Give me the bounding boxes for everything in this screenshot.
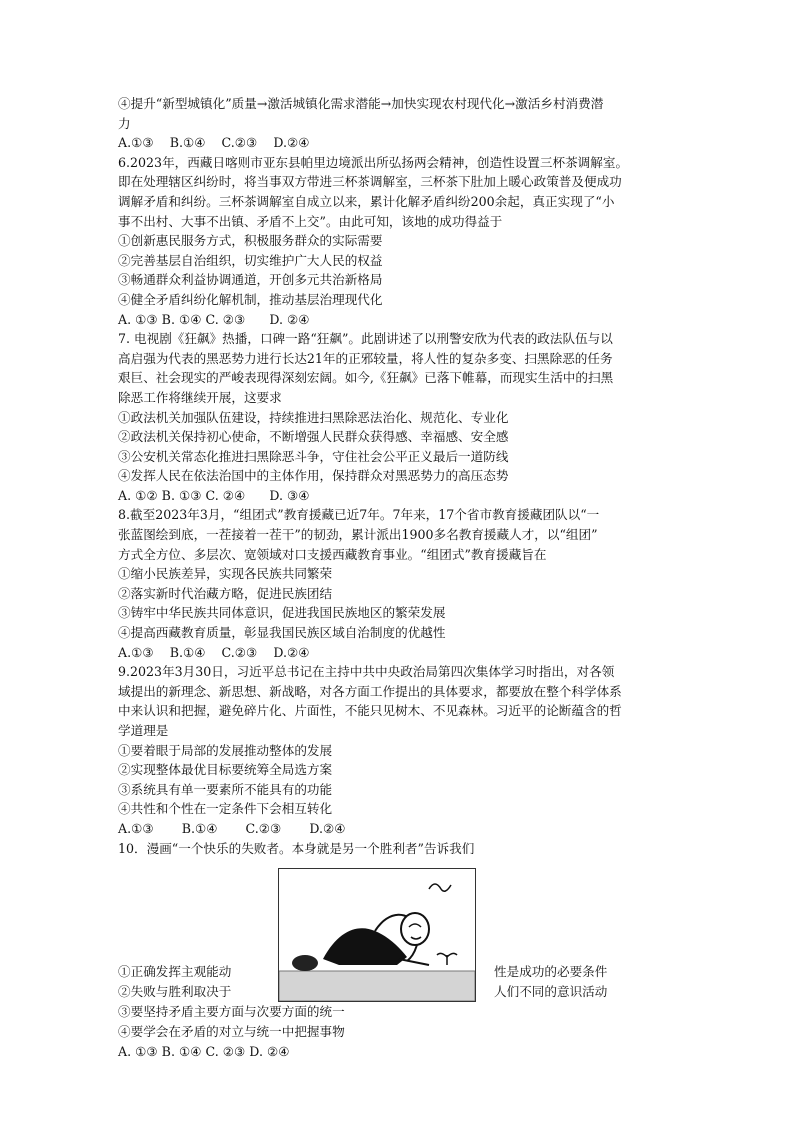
q6-stem-line: 调解矛盾和纠纷。三杯茶调解室自成立以来，累计化解矛盾纠纷200余起，真正实现了“小 — [118, 193, 615, 209]
q6-choices: A. ①③ B. ①④ C. ②③ D. ②④ — [118, 311, 310, 327]
q10-option-1-right: 性是成功的必要条件 — [494, 964, 608, 980]
q8-stem-line: 方式全方位、多层次、宽领域对口支援西藏教育事业。“组团式”教育援藏旨在 — [118, 546, 547, 562]
q7-stem-line: 除恶工作将继续开展，这要求 — [118, 389, 282, 405]
q9-stem-line: 9.2023年3月30日，习近平总书记在主持中共中央政治局第四次集体学习时指出，对各领 — [118, 664, 615, 680]
q8-stem-line: 8.截至2023年3月，“组团式”教育援藏已近7年。7年来，17个省市教育援藏团队以“一 — [118, 507, 600, 523]
q8-choices: A.①③ B.①④ C.②③ D.②④ — [118, 644, 310, 660]
q5-choices: A.①③ B.①④ C.②③ D.②④ — [118, 135, 310, 151]
q7-option: ③公安机关常态化推进扫黑除恶斗争，守住社会公平正义最后一道防线 — [118, 448, 509, 464]
q7-choices: A. ①② B. ①③ C. ②④ D. ③④ — [118, 487, 310, 503]
q9-stem-line: 学道理是 — [118, 723, 169, 738]
q6-stem-line: 即在处理辖区纠纷时，将当事双方带进三杯茶调解室，三杯茶下肚加上暖心政策普及便成功 — [118, 174, 622, 190]
q6-option: ②完善基层自治组织，切实维护广大人民的权益 — [118, 252, 383, 268]
q10-stem: 10．漫画“一个快乐的失败者。本身就是另一个胜利者”告诉我们 — [118, 840, 475, 856]
q7-stem-line: 高启强为代表的黑恶势力进行长达21年的正邪较量，将人性的复杂多变、扫黑除恶的任务 — [118, 350, 613, 366]
q10-option-3: ③要坚持矛盾主要方面与次要方面的统一 — [118, 1004, 345, 1020]
q6-stem-line: 6.2023年，西藏日喀则市亚东县帕里边境派出所弘扬两会精神，创造性设置三杯茶调解室。 — [118, 154, 629, 170]
q7-option: ②政法机关保持初心使命，不断增强人民群众获得感、幸福感、安全感 — [118, 429, 509, 445]
q7-stem-line: 艰巨、社会现实的严峻表现得深刻宏阔。如今,《狂飙》已落下帷幕，而现实生活中的扫黑 — [118, 370, 614, 386]
cartoon-image — [278, 868, 476, 1002]
q9-option: ①要着眼于局部的发展推动整体的发展 — [118, 742, 333, 758]
q5-option-4-line2: 力 — [118, 115, 131, 131]
q7-option: ①政法机关加强队伍建设，持续推进扫黑除恶法治化、规范化、专业化 — [118, 409, 509, 425]
q10-option-4: ④要学会在矛盾的对立与统一中把握事物 — [118, 1024, 345, 1040]
q6-stem-line: 事不出村、大事不出镇、矛盾不上交”。由此可知，该地的成功得益于 — [118, 213, 503, 229]
q8-option: ①缩小民族差异，实现各民族共同繁荣 — [118, 566, 333, 582]
q8-stem-line: 张蓝图绘到底，一茬接着一茬干”的韧劲，累计派出1900多名教育援藏人才，以“组团” — [118, 527, 598, 543]
q5-option-4-line1: ④提升“新型城镇化”质量→激活城镇化需求潜能→加快实现农村现代化→激活乡村消费潜 — [118, 96, 604, 111]
cartoon-drawing — [279, 869, 475, 1001]
q6-option: ③畅通群众利益协调通道，开创多元共治新格局 — [118, 272, 383, 288]
q8-option: ④提高西藏教育质量，彰显我国民族区域自治制度的优越性 — [118, 625, 446, 641]
q9-stem-line: 中来认识和把握，避免碎片化、片面性，不能只见树木、不见森林。习近平的论断蕴含的哲 — [118, 703, 622, 719]
q7-option: ④发挥人民在依法治国中的主体作用，保持群众对黑恶势力的高压态势 — [118, 468, 509, 484]
q10-option-2-right: 人们不同的意识活动 — [494, 984, 608, 1000]
q9-option: ④共性和个性在一定条件下会相互转化 — [118, 801, 333, 817]
q10-option-1-left: ①正确发挥主观能动 — [118, 964, 232, 980]
q10-choices: A. ①③ B. ①④ C. ②③ D. ②④ — [118, 1044, 290, 1060]
q9-choices: A.①③ B.①④ C.②③ D.②④ — [118, 820, 346, 836]
q8-option: ②落实新时代治藏方略，促进民族团结 — [118, 585, 333, 601]
q7-stem-line: 7. 电视剧《狂飙》热播，口碑一路“狂飙”。此剧讲述了以刑警安欣为代表的政法队伍与以 — [118, 331, 613, 347]
q10-cartoon-block — [118, 858, 698, 1058]
q6-option: ④健全矛盾纠纷化解机制，推动基层治理现代化 — [118, 291, 383, 307]
q9-option: ③系统具有单一要素所不能具有的功能 — [118, 781, 333, 797]
q9-option: ②实现整体最优目标要统筹全局选方案 — [118, 762, 333, 778]
q9-stem-line: 域提出的新理念、新思想、新战略，对各方面工作提出的具体要求，都要放在整个科学体系 — [118, 683, 622, 699]
q8-option: ③铸牢中华民族共同体意识，促进我国民族地区的繁荣发展 — [118, 605, 446, 621]
exam-page — [118, 94, 698, 1058]
q6-option: ①创新惠民服务方式，积极服务群众的实际需要 — [118, 233, 383, 249]
q10-option-2-left: ②失败与胜利取决于 — [118, 984, 232, 1000]
